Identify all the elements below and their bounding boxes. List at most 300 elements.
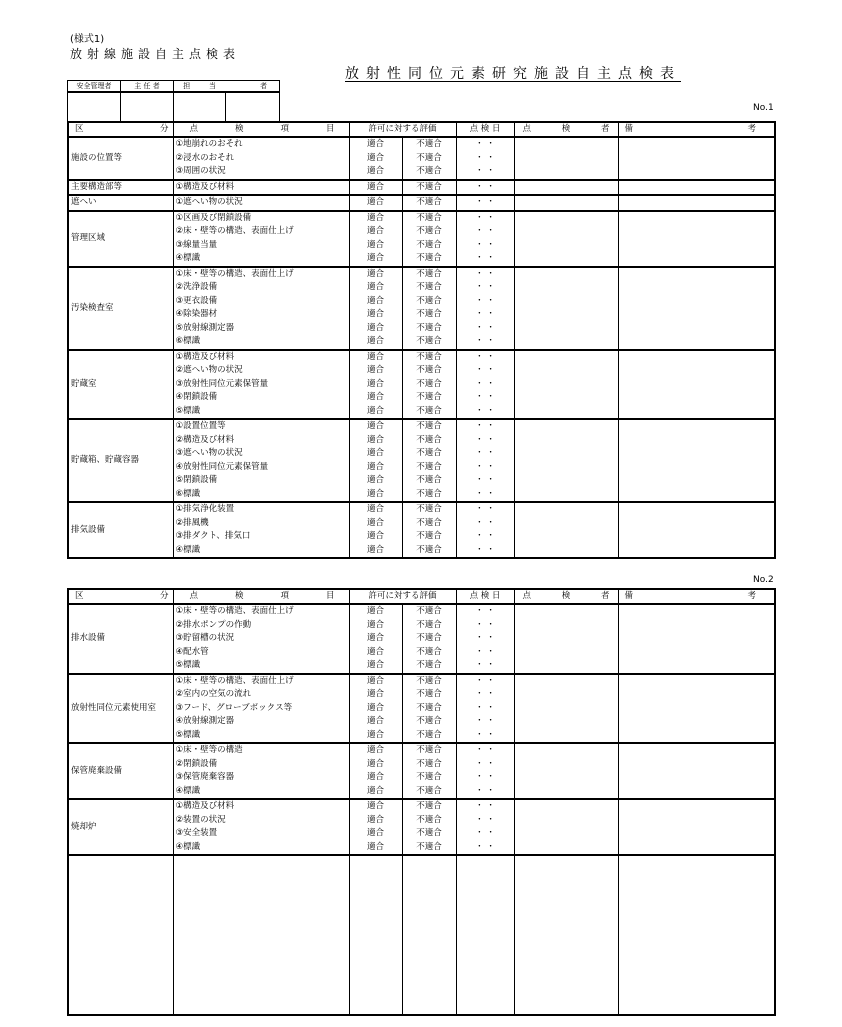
- ok-option[interactable]: 適合: [366, 772, 384, 782]
- ng-option[interactable]: 不適合: [416, 139, 442, 149]
- ok-option[interactable]: 適合: [366, 660, 384, 670]
- table-row: [68, 674, 775, 744]
- ok-option[interactable]: 適合: [366, 702, 384, 713]
- sign-label-chief: 主 任 者: [121, 81, 174, 93]
- ng-option[interactable]: 不適合: [416, 392, 442, 402]
- ng-list: [402, 267, 456, 350]
- date-field[interactable]: ・ ・: [475, 212, 495, 223]
- blank-cell[interactable]: [68, 855, 173, 1015]
- header-evaluation: 許可に対する評価: [349, 589, 456, 604]
- inspector-field[interactable]: [514, 180, 618, 196]
- ng-option[interactable]: 不適合: [416, 309, 442, 319]
- header-remarks: 備 考: [618, 589, 775, 604]
- inspector-field[interactable]: [514, 674, 618, 744]
- ng-option[interactable]: 不適合: [416, 152, 442, 163]
- blank-cell[interactable]: [349, 855, 402, 1015]
- ng-option[interactable]: 不適合: [416, 504, 442, 514]
- ng-list: [402, 743, 456, 799]
- ok-option[interactable]: 適合: [366, 434, 384, 445]
- table-row: [68, 604, 775, 674]
- ok-option[interactable]: 適合: [366, 606, 384, 616]
- date-field[interactable]: ・ ・: [475, 772, 495, 782]
- table-row: [68, 502, 775, 558]
- form-number: (様式1): [70, 34, 105, 45]
- inspection-item: ③貯留槽の状況: [175, 633, 235, 643]
- inspection-item: ⑥標識: [175, 336, 201, 346]
- inspection-item: ②排水ポンプの作動: [175, 619, 252, 630]
- date-field[interactable]: ・ ・: [475, 758, 495, 769]
- ng-option[interactable]: 不適合: [416, 181, 442, 192]
- ng-option[interactable]: 不適合: [416, 268, 442, 279]
- page-number-1: No.1: [753, 103, 774, 113]
- ok-option[interactable]: 適合: [366, 729, 384, 740]
- ok-list: [349, 267, 402, 350]
- ng-option[interactable]: 不適合: [416, 351, 442, 362]
- date-field[interactable]: ・ ・: [475, 646, 495, 657]
- inspection-item: ②床・壁等の構造、表面仕上げ: [175, 226, 294, 236]
- date-list: [456, 419, 514, 502]
- ng-option[interactable]: 不適合: [416, 619, 442, 630]
- ok-option[interactable]: 適合: [366, 239, 384, 250]
- inspection-item: ①床・壁等の構造、表面仕上げ: [175, 675, 294, 686]
- inspector-field[interactable]: [514, 211, 618, 267]
- ok-option[interactable]: 適合: [366, 181, 384, 192]
- date-field[interactable]: ・ ・: [475, 716, 495, 726]
- ok-option[interactable]: 適合: [366, 716, 384, 726]
- ok-option[interactable]: 適合: [366, 488, 384, 499]
- ng-list: [402, 211, 456, 267]
- remarks-field[interactable]: [618, 350, 775, 420]
- item-list: [173, 267, 349, 350]
- date-list: [456, 211, 514, 267]
- item-list: [173, 674, 349, 744]
- blank-cell[interactable]: [456, 855, 514, 1015]
- ok-option[interactable]: 適合: [366, 531, 384, 541]
- item-list: [173, 350, 349, 420]
- ok-option[interactable]: 適合: [366, 745, 384, 755]
- remarks-field[interactable]: [618, 502, 775, 558]
- sign-label-staff-3: 者: [226, 81, 280, 93]
- header-inspector: 点 検 者: [514, 122, 618, 137]
- ok-option[interactable]: 適合: [366, 814, 384, 825]
- ng-list: [402, 502, 456, 558]
- inspector-field[interactable]: [514, 799, 618, 855]
- page-title: 放射性同位元素研究施設自主点検表: [345, 66, 681, 82]
- date-field[interactable]: ・ ・: [475, 139, 495, 149]
- inspector-field[interactable]: [514, 502, 618, 558]
- ok-list: [349, 211, 402, 267]
- header-item: 点 検 項 目: [173, 589, 349, 604]
- inspection-item: ②浸水のおそれ: [175, 152, 235, 163]
- sign-field-chief[interactable]: [121, 92, 174, 122]
- ng-list: [402, 799, 456, 855]
- ok-option[interactable]: 適合: [366, 226, 384, 236]
- ng-list: [402, 180, 456, 196]
- date-field[interactable]: ・ ・: [475, 392, 495, 402]
- item-list: [173, 195, 349, 211]
- category-cell: 排気設備: [68, 502, 173, 558]
- inspector-field[interactable]: [514, 267, 618, 350]
- inspector-field[interactable]: [514, 604, 618, 674]
- inspector-field[interactable]: [514, 137, 618, 180]
- inspection-item: ⑤標識: [175, 729, 201, 740]
- ok-option[interactable]: 適合: [366, 475, 384, 485]
- table-row: [68, 799, 775, 855]
- ok-option[interactable]: 適合: [366, 646, 384, 657]
- date-field[interactable]: ・ ・: [475, 378, 495, 389]
- inspection-item: ④放射性同位元素保管量: [175, 461, 269, 472]
- date-field[interactable]: ・ ・: [475, 405, 495, 416]
- date-field[interactable]: ・ ・: [475, 517, 495, 528]
- ok-option[interactable]: 適合: [366, 336, 384, 346]
- date-field[interactable]: ・ ・: [475, 461, 495, 472]
- date-field[interactable]: ・ ・: [475, 745, 495, 755]
- sign-field-safety-manager[interactable]: [68, 92, 121, 122]
- ng-option[interactable]: 不適合: [416, 378, 442, 389]
- date-field[interactable]: ・ ・: [475, 448, 495, 458]
- ng-option[interactable]: 不適合: [416, 531, 442, 541]
- ok-option[interactable]: 適合: [366, 166, 384, 176]
- inspection-item: ②室内の空気の流れ: [175, 689, 252, 699]
- ng-option[interactable]: 不適合: [416, 758, 442, 769]
- date-field[interactable]: ・ ・: [475, 828, 495, 838]
- inspector-field[interactable]: [514, 419, 618, 502]
- inspection-item: ①床・壁等の構造、表面仕上げ: [175, 606, 294, 616]
- ng-option[interactable]: 不適合: [416, 841, 442, 852]
- table-row: [68, 180, 775, 196]
- inspection-item: ④標識: [175, 785, 201, 796]
- item-list: [173, 419, 349, 502]
- date-field[interactable]: ・ ・: [475, 475, 495, 485]
- date-field[interactable]: ・ ・: [475, 689, 495, 699]
- sign-field-staff-1[interactable]: [174, 92, 226, 122]
- category-cell: 貯蔵箱、貯蔵容器: [68, 419, 173, 502]
- ok-option[interactable]: 適合: [366, 351, 384, 362]
- date-field[interactable]: ・ ・: [475, 181, 495, 192]
- ng-option[interactable]: 不適合: [416, 461, 442, 472]
- ok-option[interactable]: 適合: [366, 544, 384, 555]
- remarks-field[interactable]: [618, 799, 775, 855]
- date-field[interactable]: ・ ・: [475, 504, 495, 514]
- ok-list: [349, 137, 402, 180]
- date-field[interactable]: ・ ・: [475, 282, 495, 292]
- sign-label-staff-2: 当: [200, 81, 226, 93]
- date-list: [456, 180, 514, 196]
- inspection-item: ①構造及び材料: [175, 181, 235, 192]
- date-field[interactable]: ・ ・: [475, 197, 495, 207]
- date-list: [456, 137, 514, 180]
- ng-list: [402, 604, 456, 674]
- item-list: [173, 799, 349, 855]
- ng-list: [402, 195, 456, 211]
- header-category: 区 分: [68, 122, 173, 137]
- ng-option[interactable]: 不適合: [416, 517, 442, 528]
- date-field[interactable]: ・ ・: [475, 814, 495, 825]
- ng-option[interactable]: 不適合: [416, 336, 442, 346]
- ok-option[interactable]: 適合: [366, 758, 384, 769]
- ok-option[interactable]: 適合: [366, 517, 384, 528]
- category-cell: 主要構造部等: [68, 180, 173, 196]
- ng-list: [402, 674, 456, 744]
- ok-option[interactable]: 適合: [366, 421, 384, 431]
- remarks-field[interactable]: [618, 137, 775, 180]
- inspection-item: ①排気浄化装置: [175, 504, 235, 514]
- ng-option[interactable]: 不適合: [416, 702, 442, 713]
- date-field[interactable]: ・ ・: [475, 660, 495, 670]
- inspection-item: ④標識: [175, 253, 201, 263]
- ng-option[interactable]: 不適合: [416, 772, 442, 782]
- category-cell: 遮へい: [68, 195, 173, 211]
- inspection-item: ③保管廃棄容器: [175, 772, 235, 782]
- ok-option[interactable]: 適合: [366, 152, 384, 163]
- date-field[interactable]: ・ ・: [475, 253, 495, 263]
- ok-list: [349, 195, 402, 211]
- ng-option[interactable]: 不適合: [416, 421, 442, 431]
- item-list: [173, 211, 349, 267]
- inspection-item: ⑤標識: [175, 405, 201, 416]
- ng-option[interactable]: 不適合: [416, 239, 442, 250]
- blank-row: [68, 855, 775, 1015]
- ok-option[interactable]: 適合: [366, 365, 384, 375]
- ng-list: [402, 350, 456, 420]
- date-field[interactable]: ・ ・: [475, 488, 495, 499]
- date-field[interactable]: ・ ・: [475, 152, 495, 163]
- item-list: [173, 180, 349, 196]
- ng-option[interactable]: 不適合: [416, 729, 442, 740]
- date-field[interactable]: ・ ・: [475, 239, 495, 250]
- category-cell: 貯蔵室: [68, 350, 173, 420]
- ng-option[interactable]: 不適合: [416, 606, 442, 616]
- remarks-field[interactable]: [618, 267, 775, 350]
- ok-option[interactable]: 適合: [366, 282, 384, 292]
- ok-option[interactable]: 適合: [366, 504, 384, 514]
- date-field[interactable]: ・ ・: [475, 619, 495, 630]
- sub-title: 放射線施設自主点検表: [70, 47, 241, 61]
- date-field[interactable]: ・ ・: [475, 702, 495, 713]
- inspector-field[interactable]: [514, 743, 618, 799]
- ok-option[interactable]: 適合: [366, 197, 384, 207]
- table-row: [68, 350, 775, 420]
- inspection-item: ③排ダクト、排気口: [175, 531, 251, 541]
- date-field[interactable]: ・ ・: [475, 336, 495, 346]
- ng-option[interactable]: 不適合: [416, 716, 442, 726]
- category-cell: 保管廃棄設備: [68, 743, 173, 799]
- date-list: [456, 604, 514, 674]
- item-list: [173, 743, 349, 799]
- item-list: [173, 604, 349, 674]
- date-field[interactable]: ・ ・: [475, 544, 495, 555]
- date-field[interactable]: ・ ・: [475, 434, 495, 445]
- category-cell: 管理区域: [68, 211, 173, 267]
- ok-list: [349, 180, 402, 196]
- date-field[interactable]: ・ ・: [475, 166, 495, 176]
- inspection-item: ③フード、グローブボックス等: [175, 702, 293, 713]
- ng-option[interactable]: 不適合: [416, 434, 442, 445]
- ok-option[interactable]: 適合: [366, 785, 384, 796]
- inspection-item: ①床・壁等の構造、表面仕上げ: [175, 268, 294, 279]
- inspector-field[interactable]: [514, 350, 618, 420]
- inspection-item: ③周囲の状況: [175, 166, 226, 176]
- ng-option[interactable]: 不適合: [416, 282, 442, 292]
- ok-option[interactable]: 適合: [366, 268, 384, 279]
- date-field[interactable]: ・ ・: [475, 675, 495, 686]
- blank-cell[interactable]: [514, 855, 618, 1015]
- inspection-item: ⑤閉鎖設備: [175, 475, 218, 485]
- date-field[interactable]: ・ ・: [475, 606, 495, 616]
- inspection-item: ⑤放射線測定器: [175, 322, 235, 333]
- ok-option[interactable]: 適合: [366, 841, 384, 852]
- ok-option[interactable]: 適合: [366, 378, 384, 389]
- ok-option[interactable]: 適合: [366, 139, 384, 149]
- inspection-item: ③更衣設備: [175, 295, 218, 306]
- inspection-item: ④閉鎖設備: [175, 392, 218, 402]
- ng-option[interactable]: 不適合: [416, 544, 442, 555]
- ng-option[interactable]: 不適合: [416, 365, 442, 375]
- remarks-field[interactable]: [618, 674, 775, 744]
- sign-box: [67, 80, 280, 122]
- ng-option[interactable]: 不適合: [416, 646, 442, 657]
- ng-option[interactable]: 不適合: [416, 253, 442, 263]
- category-cell: 施設の位置等: [68, 137, 173, 180]
- ok-list: [349, 350, 402, 420]
- blank-cell[interactable]: [618, 855, 775, 1015]
- inspection-item: ④標識: [175, 841, 201, 852]
- date-field[interactable]: ・ ・: [475, 531, 495, 541]
- inspection-item: ③遮へい物の状況: [175, 448, 243, 458]
- date-list: [456, 267, 514, 350]
- ng-option[interactable]: 不適合: [416, 828, 442, 838]
- ng-option[interactable]: 不適合: [416, 633, 442, 643]
- ng-option[interactable]: 不適合: [416, 226, 442, 236]
- date-field[interactable]: ・ ・: [475, 295, 495, 306]
- blank-cell[interactable]: [173, 855, 349, 1015]
- table-row: [68, 419, 775, 502]
- date-field[interactable]: ・ ・: [475, 421, 495, 431]
- ng-option[interactable]: 不適合: [416, 745, 442, 755]
- ok-option[interactable]: 適合: [366, 461, 384, 472]
- ng-list: [402, 137, 456, 180]
- item-list: [173, 502, 349, 558]
- ng-option[interactable]: 不適合: [416, 166, 442, 176]
- table-row: [68, 195, 775, 211]
- ok-option[interactable]: 適合: [366, 309, 384, 319]
- ng-option[interactable]: 不適合: [416, 689, 442, 699]
- inspection-item: ④放射線測定器: [175, 716, 235, 726]
- date-field[interactable]: ・ ・: [475, 785, 495, 796]
- category-cell: 焼却炉: [68, 799, 173, 855]
- ok-list: [349, 674, 402, 744]
- remarks-field[interactable]: [618, 419, 775, 502]
- inspector-field[interactable]: [514, 195, 618, 211]
- ok-list: [349, 604, 402, 674]
- ok-option[interactable]: 適合: [366, 633, 384, 643]
- ng-option[interactable]: 不適合: [416, 405, 442, 416]
- date-field[interactable]: ・ ・: [475, 309, 495, 319]
- remarks-field[interactable]: [618, 195, 775, 211]
- ng-option[interactable]: 不適合: [416, 212, 442, 223]
- remarks-field[interactable]: [618, 211, 775, 267]
- date-field[interactable]: ・ ・: [475, 841, 495, 852]
- date-list: [456, 799, 514, 855]
- table-row: [68, 137, 775, 180]
- ok-option[interactable]: 適合: [366, 448, 384, 458]
- remarks-field[interactable]: [618, 604, 775, 674]
- ok-option[interactable]: 適合: [366, 392, 384, 402]
- ok-option[interactable]: 適合: [366, 689, 384, 699]
- header-item: 点 検 項 目: [173, 122, 349, 137]
- inspection-table-1: [67, 121, 776, 559]
- ng-option[interactable]: 不適合: [416, 322, 442, 333]
- date-field[interactable]: ・ ・: [475, 633, 495, 643]
- ng-option[interactable]: 不適合: [416, 801, 442, 811]
- category-cell: 放射性同位元素使用室: [68, 674, 173, 744]
- header-date: 点 検 日: [456, 122, 514, 137]
- ok-list: [349, 502, 402, 558]
- date-field[interactable]: ・ ・: [475, 351, 495, 362]
- date-field[interactable]: ・ ・: [475, 801, 495, 811]
- date-list: [456, 350, 514, 420]
- ok-option[interactable]: 適合: [366, 675, 384, 686]
- inspection-item: ②構造及び材料: [175, 434, 235, 445]
- ok-option[interactable]: 適合: [366, 619, 384, 630]
- ng-list: [402, 419, 456, 502]
- page-number-2: No.2: [753, 575, 774, 585]
- header-remarks: 備 考: [618, 122, 775, 137]
- ok-option[interactable]: 適合: [366, 322, 384, 333]
- remarks-field[interactable]: [618, 743, 775, 799]
- header-date: 点 検 日: [456, 589, 514, 604]
- ok-option[interactable]: 適合: [366, 212, 384, 223]
- ng-option[interactable]: 不適合: [416, 660, 442, 670]
- ng-option[interactable]: 不適合: [416, 785, 442, 796]
- ng-option[interactable]: 不適合: [416, 475, 442, 485]
- ng-option[interactable]: 不適合: [416, 488, 442, 499]
- ng-option[interactable]: 不適合: [416, 295, 442, 306]
- category-cell: 汚染検査室: [68, 267, 173, 350]
- date-field[interactable]: ・ ・: [475, 226, 495, 236]
- inspection-item: ①構造及び材料: [175, 351, 235, 362]
- date-field[interactable]: ・ ・: [475, 268, 495, 279]
- ok-option[interactable]: 適合: [366, 295, 384, 306]
- ok-option[interactable]: 適合: [366, 828, 384, 838]
- ok-option[interactable]: 適合: [366, 253, 384, 263]
- header-category: 区 分: [68, 589, 173, 604]
- ng-option[interactable]: 不適合: [416, 814, 442, 825]
- ok-option[interactable]: 適合: [366, 405, 384, 416]
- ng-option[interactable]: 不適合: [416, 675, 442, 686]
- inspection-item: ④配水管: [175, 646, 209, 657]
- date-field[interactable]: ・ ・: [475, 365, 495, 375]
- inspection-item: ④標識: [175, 544, 201, 555]
- blank-cell[interactable]: [402, 855, 456, 1015]
- ok-list: [349, 419, 402, 502]
- sign-field-staff-2[interactable]: [226, 92, 280, 122]
- header-inspector: 点 検 者: [514, 589, 618, 604]
- ng-option[interactable]: 不適合: [416, 197, 442, 207]
- remarks-field[interactable]: [618, 180, 775, 196]
- date-field[interactable]: ・ ・: [475, 729, 495, 740]
- ng-option[interactable]: 不適合: [416, 448, 442, 458]
- date-field[interactable]: ・ ・: [475, 322, 495, 333]
- inspection-item: ①遮へい物の状況: [175, 197, 243, 207]
- inspection-item: ①床・壁等の構造: [175, 745, 243, 755]
- ok-option[interactable]: 適合: [366, 801, 384, 811]
- item-list: [173, 137, 349, 180]
- category-cell: 排水設備: [68, 604, 173, 674]
- inspection-item: ③放射性同位元素保管量: [175, 378, 269, 389]
- date-list: [456, 743, 514, 799]
- inspection-item: ②装置の状況: [175, 814, 226, 825]
